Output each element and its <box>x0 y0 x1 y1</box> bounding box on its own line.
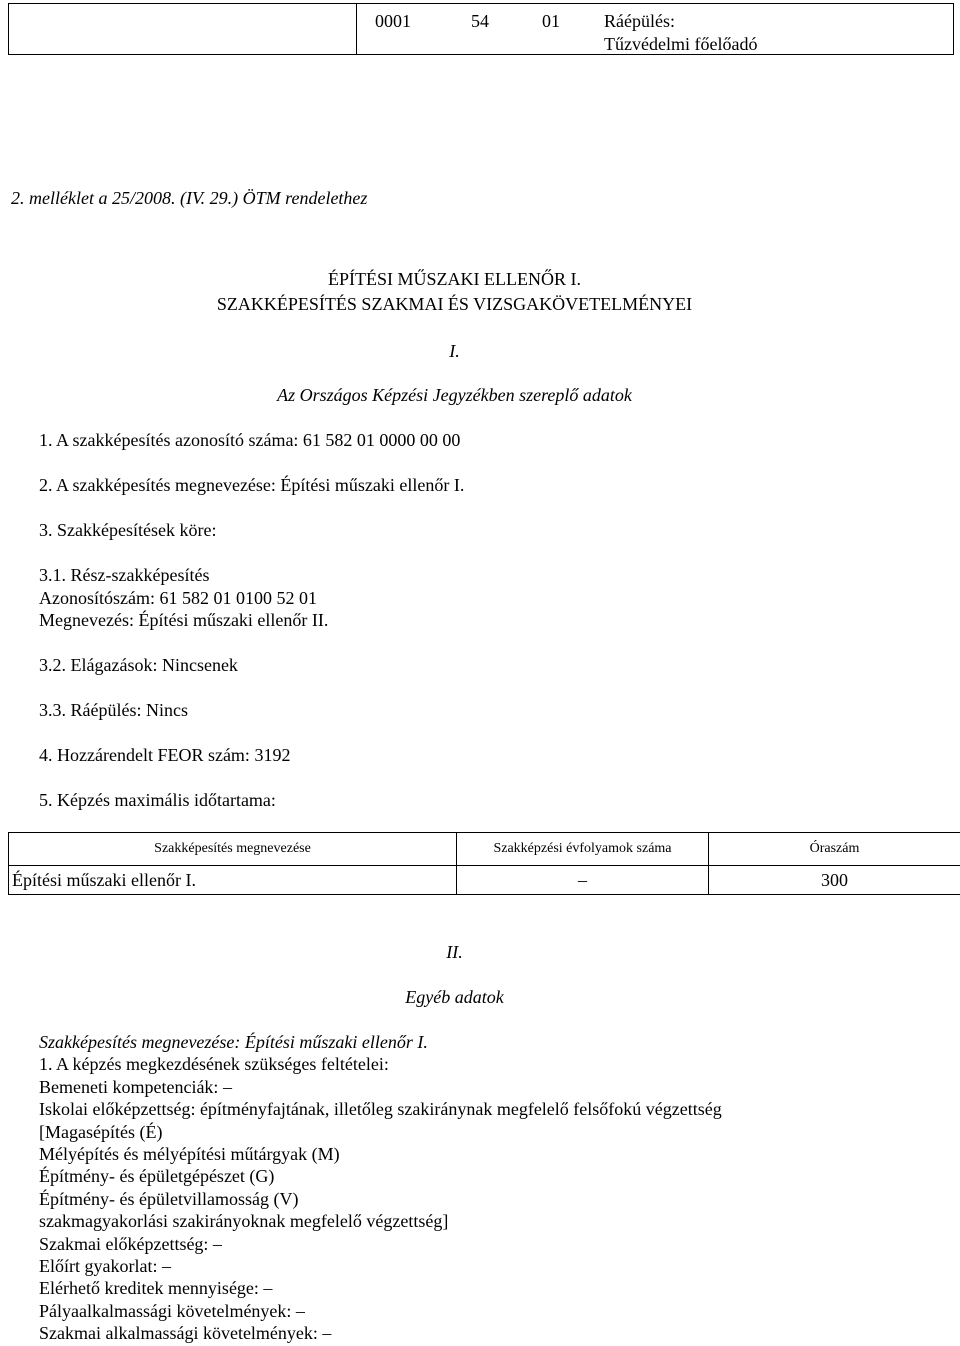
section2-line: Szakmai alkalmassági követelmények: – <box>39 1323 332 1344</box>
header-code-2: 54 <box>471 11 489 31</box>
doc-title-2: SZAKKÉPESÍTÉS SZAKMAI ÉS VIZSGAKÖVETELMÉNYEI <box>216 294 693 314</box>
section2-subtitle: Egyéb adatok <box>405 987 504 1007</box>
section1-item: Megnevezés: Építési műszaki ellenőr II. <box>39 610 329 630</box>
section1-item: 3. Szakképesítések köre: <box>39 520 217 540</box>
header-divider <box>356 4 357 54</box>
header-raepules-label: Ráépülés: <box>604 11 675 31</box>
section2-line: Iskolai előképzettség: építményfajtának, illetőleg szakiránynak megfelelő felsőfokú végzettség <box>39 1099 722 1120</box>
section1-item: Azonosítószám: 61 582 01 0100 52 01 <box>39 588 317 608</box>
section2-line: Építmény- és épületvillamosság (V) <box>39 1188 299 1209</box>
section2-line: Építmény- és épületgépészet (G) <box>39 1166 275 1187</box>
section2-line: Előírt gyakorlat: – <box>39 1256 171 1277</box>
section2-name-line: Szakképesítés megnevezése: Építési műszaki ellenőr I. <box>39 1032 428 1052</box>
annex-title: 2. melléklet a 25/2008. (IV. 29.) ÖTM rendelethez <box>11 188 368 208</box>
section2-line: [Magasépítés (É) <box>39 1121 163 1142</box>
section1-subtitle: Az Országos Képzési Jegyzékben szereplő adatok <box>277 385 632 405</box>
table-cell-hours: 300 <box>709 866 960 895</box>
section1-item: 1. A szakképesítés azonosító száma: 61 582 01 0000 00 00 <box>39 430 461 450</box>
section2-line: 1. A képzés megkezdésének szükséges feltételei: <box>39 1054 389 1075</box>
header-raepules-value: Tűzvédelmi főelőadó <box>604 34 758 54</box>
section2-lines <box>39 1031 722 1345</box>
section2-line: Bemeneti kompetenciák: – <box>39 1076 232 1097</box>
section1-numeral: I. <box>449 341 460 361</box>
section2-line: Szakmai előképzettség: – <box>39 1233 222 1254</box>
section2-line: Elérhető kreditek mennyisége: – <box>39 1278 273 1299</box>
section1-item: 3.1. Rész-szakképesítés <box>39 565 210 585</box>
table-cell-name: Építési műszaki ellenőr I. <box>9 866 457 895</box>
section2-line: Pályaalkalmassági követelmények: – <box>39 1300 305 1321</box>
table-header-row <box>9 833 960 866</box>
table-row <box>9 866 960 895</box>
section2-line: Mélyépítés és mélyépítési műtárgyak (M) <box>39 1144 340 1165</box>
table-header-cell: Szakképesítés megnevezése <box>9 833 457 866</box>
section1-item: 4. Hozzárendelt FEOR szám: 3192 <box>39 745 291 765</box>
section2-numeral: II. <box>446 942 463 962</box>
header-box <box>8 3 954 55</box>
header-code-3: 01 <box>542 11 560 31</box>
section1-item: 3.2. Elágazások: Nincsenek <box>39 655 238 675</box>
section1-item: 5. Képzés maximális időtartama: <box>39 790 276 810</box>
table-header-cell: Óraszám <box>709 833 960 866</box>
table-cell-grades: – <box>457 866 709 895</box>
section2-line: szakmagyakorlási szakirányoknak megfelelő végzettség] <box>39 1211 449 1232</box>
section1-item: 3.3. Ráépülés: Nincs <box>39 700 188 720</box>
section1-item: 2. A szakképesítés megnevezése: Építési műszaki ellenőr I. <box>39 475 465 495</box>
doc-title-1: ÉPÍTÉSI MŰSZAKI ELLENŐR I. <box>328 269 581 289</box>
header-code-1: 0001 <box>375 11 411 31</box>
duration-table <box>8 832 960 895</box>
table-header-cell: Szakképzési évfolyamok száma <box>457 833 709 866</box>
